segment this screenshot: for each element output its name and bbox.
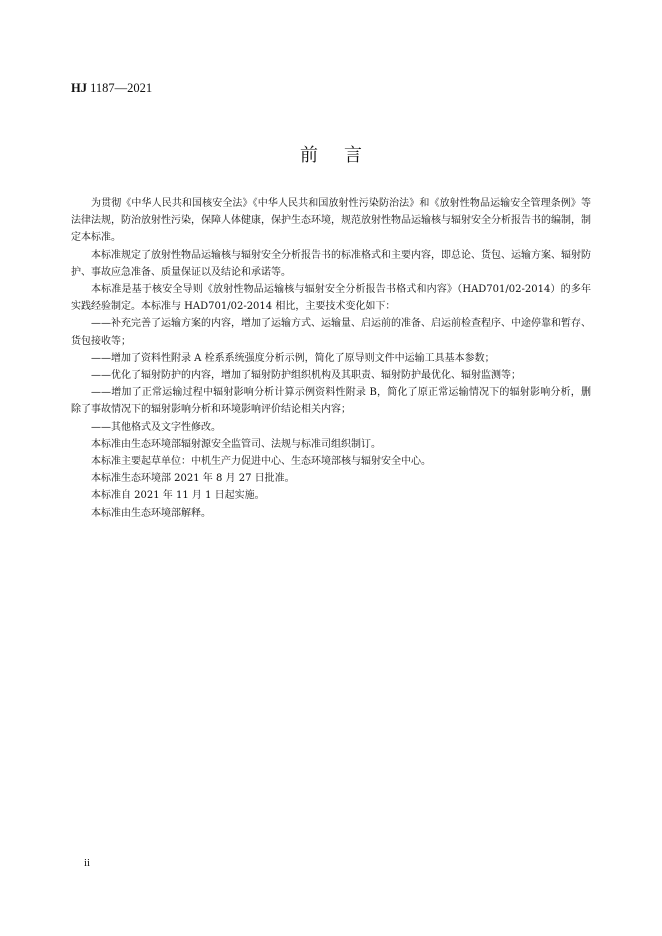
standard-number: 1187—2021 <box>86 81 153 95</box>
paragraph: 为贯彻《中华人民共和国核安全法》《中华人民共和国放射性污染防治法》和《放射性物品运输安全管理条例》等法律法规，防治放射性污染，保障人体健康，保护生态环境，规范放射性物品运输核与辐射安全分析报告书的编制，制定本标准。 <box>71 198 591 244</box>
page-number: ii <box>84 857 91 869</box>
paragraph: 本标准生态环境部 2021 年 8 月 27 日批准。 <box>91 473 295 485</box>
standard-identifier <box>71 80 152 96</box>
paragraph: 本标准自 2021 年 11 月 1 日起实施。 <box>91 490 265 502</box>
paragraph: 本标准主要起草单位：中机生产力促进中心、生态环境部核与辐射安全中心。 <box>91 456 431 468</box>
paragraph: 本标准是基于核安全导则《放射性物品运输核与辐射安全分析报告书格式和内容》（HAD701/02-2014）的多年实践经验制定。本标准与 HAD701/02-2014 相比，主要技术变化如下： <box>71 284 591 313</box>
paragraph: 本标准规定了放射性物品运输核与辐射安全分析报告书的标准格式和主要内容，即总论、货包、运输方案、辐射防护、事故应急准备、质量保证以及结论和承诺等。 <box>71 249 591 278</box>
list-item: ——增加了正常运输过程中辐射影响分析计算示例资料性附录 B，简化了原正常运输情况下的辐射影响分析，删除了事故情况下的辐射影响分析和环境影响评价结论相关内容； <box>71 387 591 416</box>
list-item: ——优化了辐射防护的内容，增加了辐射防护组织机构及其职责、辐射防护最优化、辐射监测等； <box>91 370 521 382</box>
page-title: 前言 <box>300 145 388 166</box>
standard-code: HJ <box>71 81 87 95</box>
list-item: ——补充完善了运输方案的内容，增加了运输方式、运输量、启运前的准备、启运前检查程序、中途停靠和暂存、货包接收等； <box>71 318 591 347</box>
list-item: ——其他格式及文字性修改。 <box>91 421 221 433</box>
list-item: ——增加了资料性附录 A 栓系系统强度分析示例，简化了原导则文件中运输工具基本参数； <box>91 352 495 364</box>
paragraph: 本标准由生态环境部辐射源安全监管司、法规与标准司组织制订。 <box>91 438 381 450</box>
paragraph: 本标准由生态环境部解释。 <box>91 507 211 519</box>
body-text <box>71 195 591 522</box>
